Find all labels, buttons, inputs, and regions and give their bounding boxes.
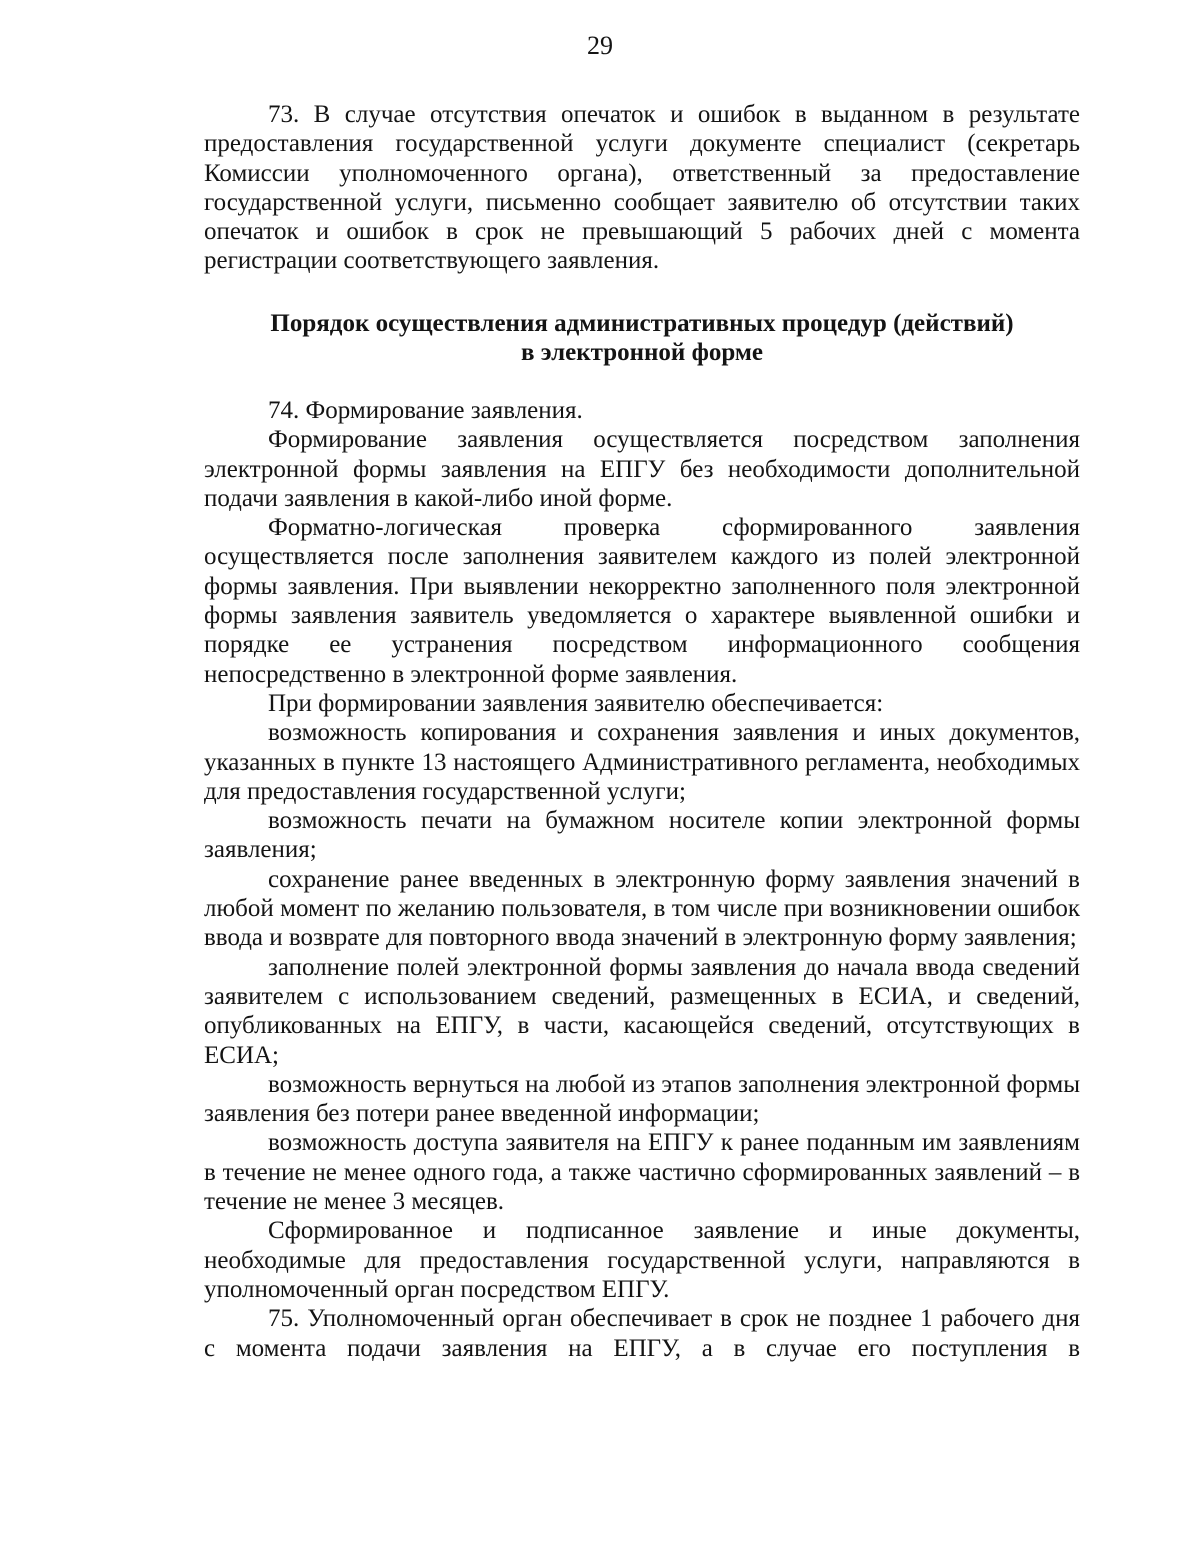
paragraph-73: 73. В случае отсутствия опечаток и ошибок в выданном в результате предоставления государственной услуги документе специалист (секретарь Комиссии уполномоченного органа), ответственный за предоставление государственной услуги, письменно сообщает заявителю об отсутствии таких опечаток и ошибок в срок не превышающий 5 рабочих дней с момента регистрации соответствующего заявления. bbox=[204, 101, 1080, 275]
section-heading bbox=[204, 309, 1080, 368]
paragraph-block-74 bbox=[204, 396, 1080, 1363]
list-item: заполнение полей электронной формы заявления до начала ввода сведений заявителем с использованием сведений, размещенных в ЕСИА, и сведений, опубликованных на ЕПГУ, в части, касающейся сведений, отсутствующих в ЕСИА; bbox=[204, 953, 1080, 1069]
paragraph-74-text-1: Формирование заявления осуществляется посредством заполнения электронной формы заявления на ЕПГУ без необходимости дополнительной подачи заявления в какой-либо иной форме. bbox=[204, 426, 1080, 512]
section-heading-line-1: Порядок осуществления административных процедур (действий) bbox=[270, 310, 1014, 337]
list-item: возможность печати на бумажном носителе копии электронной формы заявления; bbox=[204, 807, 1080, 864]
list-item: возможность доступа заявителя на ЕПГУ к ранее поданным им заявлениям в течение не менее одного года, а также частично сформированных заявлений – в течение не менее 3 месяцев. bbox=[204, 1129, 1080, 1216]
paragraph-74-text-3: При формировании заявления заявителю обеспечивается: bbox=[268, 689, 884, 717]
list-item: сохранение ранее введенных в электронную форму заявления значений в любой момент по желанию пользователя, в том числе при возникновении ошибок ввода и возврате для повторного ввода значений в электронную форму заявления; bbox=[204, 865, 1080, 952]
section-heading-line-2: в электронной форме bbox=[520, 339, 764, 367]
paragraph-75: 75. Уполномоченный орган обеспечивает в срок не позднее 1 рабочего дня с момента подачи заявления на ЕПГУ, а в случае его поступления в bbox=[204, 1305, 1080, 1362]
list-item: возможность копирования и сохранения заявления и иных документов, указанных в пункте 13 настоящего Административного регламента, необходимых для предоставления государственной услуги; bbox=[204, 719, 1080, 805]
paragraph-block-73 bbox=[204, 100, 1080, 276]
paragraph-74-title: 74. Формирование заявления. bbox=[268, 397, 583, 424]
paragraph-74-text-4: Сформированное и подписанное заявление и иные документы, необходимые для предоставления государственной услуги, направляются в уполномоченный орган посредством ЕПГУ. bbox=[204, 1217, 1080, 1303]
page-number: 29 bbox=[587, 31, 613, 60]
list-item: возможность вернуться на любой из этапов заполнения электронной формы заявления без потери ранее введенной информации; bbox=[204, 1070, 1080, 1128]
paragraph-74-text-2: Форматно-логическая проверка сформированного заявления осуществляется после заполнения заявителем каждого из полей электронной формы заявления. При выявлении некорректно заполненного поля электронной формы заявления заявитель уведомляется о характере выявленной ошибки и порядке ее устранения посредством информационного сообщения непосредственно в электронной форме заявления. bbox=[204, 514, 1080, 688]
